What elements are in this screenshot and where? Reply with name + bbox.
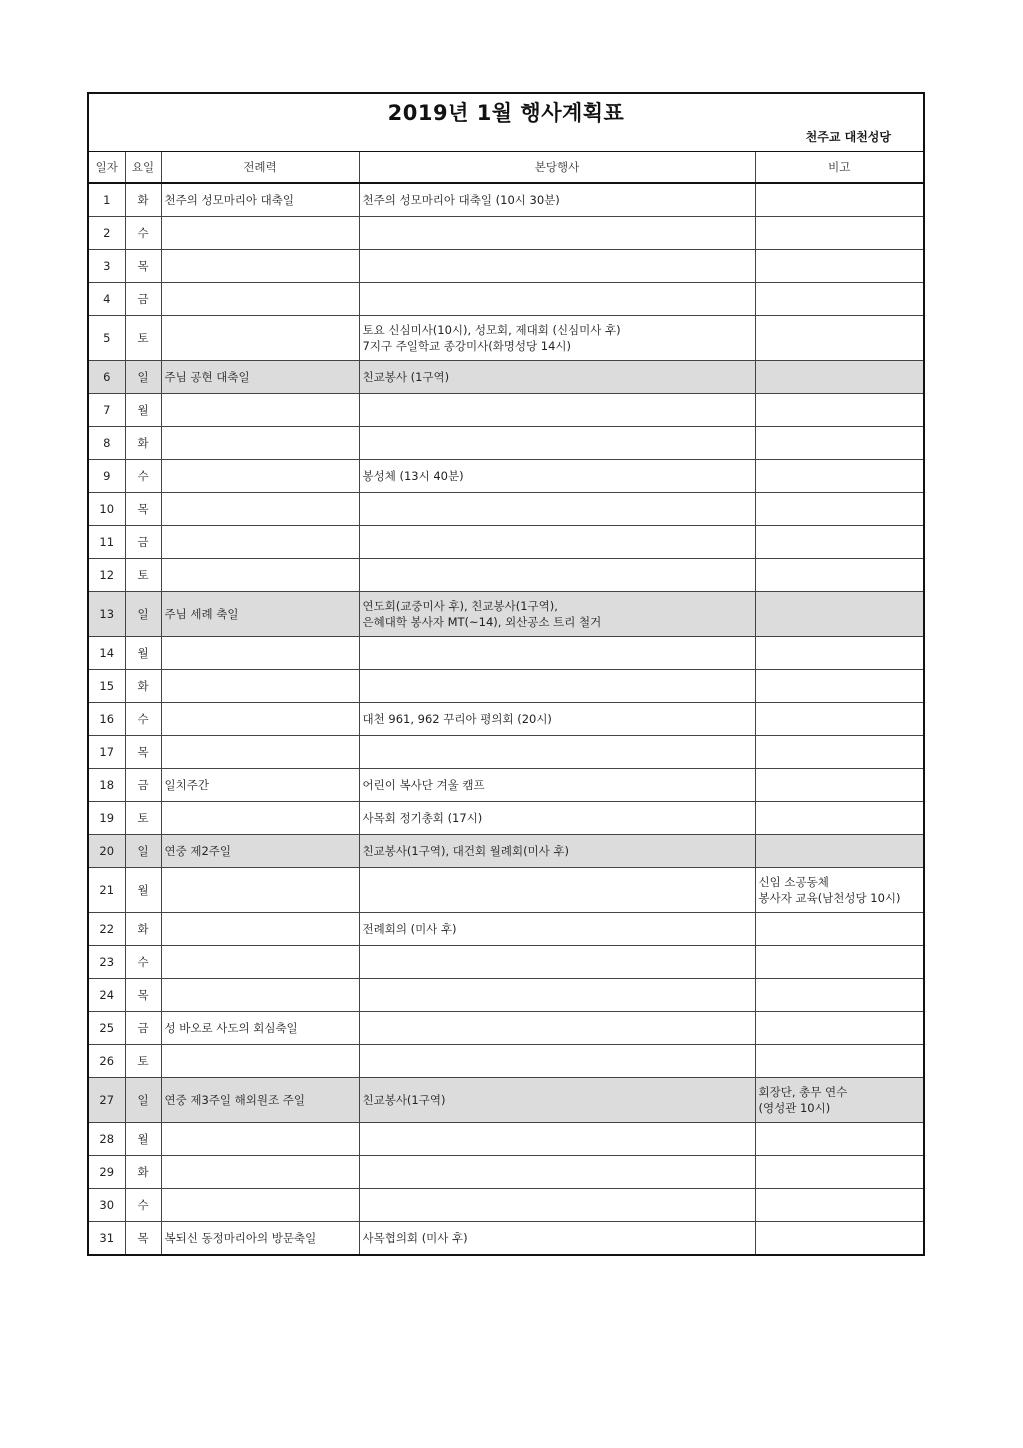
events-cell: [359, 912, 755, 945]
events-cell: [359, 1155, 755, 1188]
event-line: 어린이 복사단 겨울 캠프: [362, 777, 485, 792]
weekday-cell: 토: [125, 1044, 161, 1077]
liturgy-cell: [161, 1122, 359, 1155]
table-row: [89, 249, 923, 282]
weekday-cell: 일: [125, 591, 161, 636]
events-cell: [359, 978, 755, 1011]
weekday-cell: 토: [125, 558, 161, 591]
header-day: 일자: [89, 152, 125, 183]
table-body: [89, 183, 923, 1254]
day-cell: 20: [89, 834, 125, 867]
notes-cell: [755, 867, 923, 912]
weekday-cell: 수: [125, 1188, 161, 1221]
liturgy-cell: [161, 1155, 359, 1188]
weekday-cell: 목: [125, 249, 161, 282]
events-cell: [359, 1188, 755, 1221]
event-line: 전례회의 (미사 후): [362, 921, 457, 936]
notes-cell: [755, 249, 923, 282]
notes-cell: [755, 558, 923, 591]
liturgy-cell: [161, 492, 359, 525]
weekday-cell: 월: [125, 1122, 161, 1155]
event-line: 친교봉사(1구역): [362, 1092, 446, 1107]
header-events: 본당행사: [359, 152, 755, 183]
events-cell: [359, 801, 755, 834]
note-line: 회장단, 총무 연수: [758, 1084, 848, 1099]
day-cell: 23: [89, 945, 125, 978]
note-line: 봉사자 교육(남천성당 10시): [758, 890, 901, 905]
weekday-cell: 화: [125, 183, 161, 216]
liturgy-cell: [161, 912, 359, 945]
weekday-cell: 일: [125, 834, 161, 867]
document-title: 2019년 1월 행사계획표: [387, 101, 625, 125]
events-cell: [359, 1044, 755, 1077]
events-cell: [359, 558, 755, 591]
day-cell: 10: [89, 492, 125, 525]
events-cell: [359, 426, 755, 459]
notes-cell: [755, 945, 923, 978]
table-row: [89, 216, 923, 249]
events-cell: [359, 735, 755, 768]
event-line: 친교봉사 (1구역): [362, 369, 450, 384]
day-cell: 3: [89, 249, 125, 282]
table-row: [89, 1155, 923, 1188]
event-line: 사목회 정기총회 (17시): [362, 810, 483, 825]
liturgy-cell: [161, 867, 359, 912]
weekday-cell: 목: [125, 492, 161, 525]
table-row: [89, 912, 923, 945]
notes-cell: [755, 1155, 923, 1188]
day-cell: 16: [89, 702, 125, 735]
weekday-cell: 일: [125, 1077, 161, 1122]
events-cell: [359, 183, 755, 216]
table-row: [89, 768, 923, 801]
notes-cell: [755, 702, 923, 735]
weekday-cell: 일: [125, 360, 161, 393]
weekday-cell: 금: [125, 282, 161, 315]
events-cell: [359, 492, 755, 525]
table-row: [89, 945, 923, 978]
day-cell: 13: [89, 591, 125, 636]
liturgy-cell: [161, 249, 359, 282]
notes-cell: [755, 459, 923, 492]
liturgy-cell: [161, 315, 359, 360]
table-row: [89, 1221, 923, 1254]
day-cell: 1: [89, 183, 125, 216]
liturgy-cell: 연중 제3주일 해외원조 주일: [161, 1077, 359, 1122]
table-row: [89, 459, 923, 492]
event-line: 사목협의회 (미사 후): [362, 1230, 468, 1245]
events-cell: [359, 249, 755, 282]
day-cell: 6: [89, 360, 125, 393]
events-cell: [359, 459, 755, 492]
events-cell: [359, 669, 755, 702]
weekday-cell: 목: [125, 978, 161, 1011]
liturgy-cell: [161, 1044, 359, 1077]
table-row: [89, 282, 923, 315]
day-cell: 9: [89, 459, 125, 492]
notes-cell: [755, 768, 923, 801]
notes-cell: [755, 1122, 923, 1155]
table-row: [89, 702, 923, 735]
notes-cell: [755, 735, 923, 768]
weekday-cell: 수: [125, 945, 161, 978]
table-row: [89, 393, 923, 426]
table-row: [89, 735, 923, 768]
events-cell: [359, 1122, 755, 1155]
table-row: [89, 360, 923, 393]
organization-name: 천주교 대천성당: [805, 130, 891, 144]
day-cell: 25: [89, 1011, 125, 1044]
events-cell: [359, 360, 755, 393]
day-cell: 12: [89, 558, 125, 591]
day-cell: 30: [89, 1188, 125, 1221]
note-line: (영성관 10시): [758, 1100, 831, 1115]
day-cell: 29: [89, 1155, 125, 1188]
notes-cell: [755, 636, 923, 669]
notes-cell: [755, 669, 923, 702]
table-row: [89, 669, 923, 702]
event-line: 봉성체 (13시 40분): [362, 468, 464, 483]
header-weekday: 요일: [125, 152, 161, 183]
notes-cell: [755, 801, 923, 834]
day-cell: 27: [89, 1077, 125, 1122]
day-cell: 11: [89, 525, 125, 558]
liturgy-cell: [161, 558, 359, 591]
event-line: 은혜대학 봉사자 MT(~14), 외산공소 트리 철거: [362, 614, 602, 629]
liturgy-cell: [161, 282, 359, 315]
weekday-cell: 화: [125, 669, 161, 702]
day-cell: 17: [89, 735, 125, 768]
day-cell: 8: [89, 426, 125, 459]
weekday-cell: 월: [125, 867, 161, 912]
notes-cell: [755, 1188, 923, 1221]
liturgy-cell: [161, 702, 359, 735]
day-cell: 21: [89, 867, 125, 912]
liturgy-cell: [161, 216, 359, 249]
events-cell: [359, 315, 755, 360]
liturgy-cell: [161, 426, 359, 459]
day-cell: 15: [89, 669, 125, 702]
notes-cell: [755, 216, 923, 249]
event-line: 대천 961, 962 꾸리아 평의회 (20시): [362, 711, 552, 726]
weekday-cell: 토: [125, 801, 161, 834]
events-cell: [359, 834, 755, 867]
notes-cell: [755, 315, 923, 360]
table-row: [89, 525, 923, 558]
event-line: 천주의 성모마리아 대축일 (10시 30분): [362, 192, 560, 207]
table-row: [89, 1044, 923, 1077]
notes-cell: [755, 978, 923, 1011]
event-line: 7지구 주일학교 종강미사(화명성당 14시): [362, 338, 572, 353]
table-row: [89, 591, 923, 636]
weekday-cell: 금: [125, 768, 161, 801]
liturgy-cell: 천주의 성모마리아 대축일: [161, 183, 359, 216]
notes-cell: [755, 492, 923, 525]
liturgy-cell: [161, 945, 359, 978]
event-line: 연도회(교중미사 후), 친교봉사(1구역),: [362, 598, 558, 613]
schedule-sheet: [87, 92, 925, 1256]
events-cell: [359, 1077, 755, 1122]
liturgy-cell: [161, 525, 359, 558]
notes-cell: [755, 591, 923, 636]
liturgy-cell: [161, 978, 359, 1011]
events-cell: [359, 867, 755, 912]
day-cell: 5: [89, 315, 125, 360]
header-notes: 비고: [755, 152, 923, 183]
table-row: [89, 1122, 923, 1155]
notes-cell: [755, 282, 923, 315]
weekday-cell: 목: [125, 1221, 161, 1254]
weekday-cell: 금: [125, 525, 161, 558]
liturgy-cell: [161, 459, 359, 492]
weekday-cell: 목: [125, 735, 161, 768]
liturgy-cell: 성 바오로 사도의 회심축일: [161, 1011, 359, 1044]
events-cell: [359, 591, 755, 636]
note-line: 신임 소공동체: [758, 874, 829, 889]
events-cell: [359, 216, 755, 249]
events-cell: [359, 636, 755, 669]
day-cell: 7: [89, 393, 125, 426]
table-row: [89, 183, 923, 216]
weekday-cell: 화: [125, 912, 161, 945]
events-cell: [359, 525, 755, 558]
day-cell: 2: [89, 216, 125, 249]
table-header-row: [89, 152, 923, 183]
weekday-cell: 수: [125, 702, 161, 735]
table-row: [89, 834, 923, 867]
day-cell: 24: [89, 978, 125, 1011]
notes-cell: [755, 1011, 923, 1044]
liturgy-cell: [161, 636, 359, 669]
notes-cell: [755, 912, 923, 945]
table-row: [89, 492, 923, 525]
notes-cell: [755, 183, 923, 216]
day-cell: 22: [89, 912, 125, 945]
schedule-table: [89, 152, 923, 1254]
event-line: 토요 신심미사(10시), 성모회, 제대회 (신심미사 후): [362, 322, 621, 337]
events-cell: [359, 702, 755, 735]
table-row: [89, 558, 923, 591]
liturgy-cell: [161, 1188, 359, 1221]
notes-cell: [755, 1077, 923, 1122]
events-cell: [359, 282, 755, 315]
table-row: [89, 867, 923, 912]
liturgy-cell: 일치주간: [161, 768, 359, 801]
events-cell: [359, 1011, 755, 1044]
day-cell: 31: [89, 1221, 125, 1254]
liturgy-cell: 복되신 동정마리아의 방문축일: [161, 1221, 359, 1254]
liturgy-cell: [161, 735, 359, 768]
table-row: [89, 636, 923, 669]
weekday-cell: 수: [125, 216, 161, 249]
day-cell: 18: [89, 768, 125, 801]
events-cell: [359, 945, 755, 978]
day-cell: 4: [89, 282, 125, 315]
day-cell: 26: [89, 1044, 125, 1077]
table-row: [89, 1077, 923, 1122]
day-cell: 14: [89, 636, 125, 669]
table-row: [89, 801, 923, 834]
table-row: [89, 978, 923, 1011]
events-cell: [359, 1221, 755, 1254]
notes-cell: [755, 525, 923, 558]
day-cell: 28: [89, 1122, 125, 1155]
events-cell: [359, 393, 755, 426]
liturgy-cell: 연중 제2주일: [161, 834, 359, 867]
notes-cell: [755, 360, 923, 393]
liturgy-cell: 주님 공현 대축일: [161, 360, 359, 393]
weekday-cell: 수: [125, 459, 161, 492]
weekday-cell: 월: [125, 393, 161, 426]
header-liturgy: 전례력: [161, 152, 359, 183]
notes-cell: [755, 393, 923, 426]
events-cell: [359, 768, 755, 801]
table-row: [89, 1188, 923, 1221]
notes-cell: [755, 1221, 923, 1254]
table-row: [89, 315, 923, 360]
weekday-cell: 월: [125, 636, 161, 669]
weekday-cell: 토: [125, 315, 161, 360]
liturgy-cell: [161, 669, 359, 702]
liturgy-cell: [161, 801, 359, 834]
notes-cell: [755, 1044, 923, 1077]
notes-cell: [755, 834, 923, 867]
liturgy-cell: [161, 393, 359, 426]
weekday-cell: 금: [125, 1011, 161, 1044]
notes-cell: [755, 426, 923, 459]
weekday-cell: 화: [125, 1155, 161, 1188]
event-line: 친교봉사(1구역), 대건회 월례회(미사 후): [362, 843, 570, 858]
title-block: [89, 94, 923, 152]
table-row: [89, 426, 923, 459]
liturgy-cell: 주님 세례 축일: [161, 591, 359, 636]
table-row: [89, 1011, 923, 1044]
weekday-cell: 화: [125, 426, 161, 459]
day-cell: 19: [89, 801, 125, 834]
